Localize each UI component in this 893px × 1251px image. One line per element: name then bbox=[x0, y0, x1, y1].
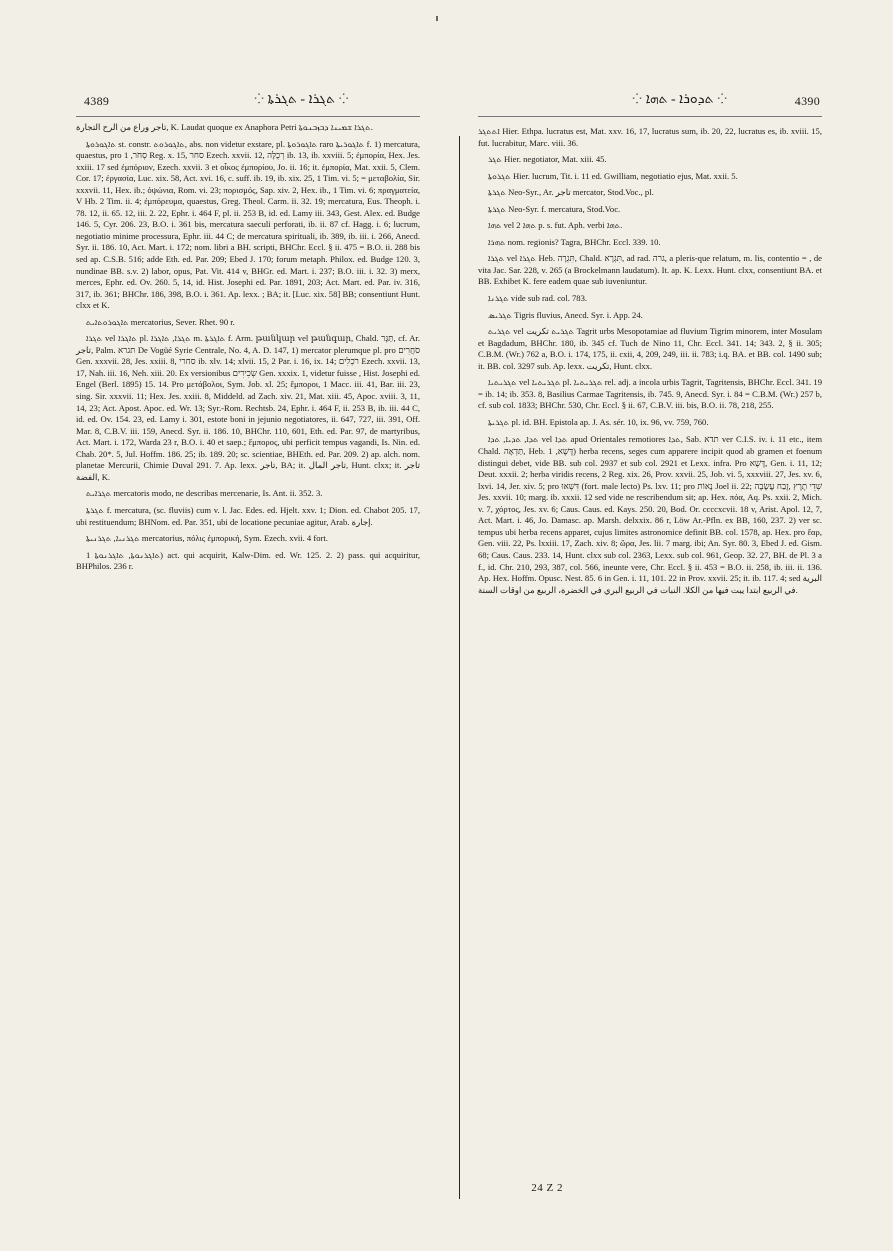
dictionary-entry: ܬܐܓܪܢܘܬܐ, ܬܐܓܪܢܘܬܐ 1) act. qui acquirit, Kalw-Dim. ed. Wr. 125. 2. 2) pass. qui acquiritur, BHPhilos. 236 r. bbox=[76, 549, 421, 572]
dictionary-entry: ܬܓܪܢܐ vide sub rad. col. 783. bbox=[488, 293, 588, 304]
dictionary-entry: ܬܓܪܝܣ Tigris fluvius, Anecd. Syr. i. App. 24. bbox=[488, 309, 643, 320]
left-column bbox=[76, 122, 420, 578]
dictionary-entry: ܬܕܐ, ܬܕܝܐ, ܬܕܐ vel ܬܕܐ apud Orientales remotiores ܬܕܐ, Sab. תדא ver C.I.S. iv. i. 11 etc., item Chald. תַּדְאָה, Heb. דֶּשֶׁא, 1) herba recens, seges cum apparere incipit quod ab gramen et foenum distingui debet, vide BB. sub col. 2937 et sub col. 2921 et Lexx. infra. Pro דֶּשֶׁא, Gen. i. 11, 12; Deut. xxxii. 2; herba viridis recens, 2 Reg. xix. 26, Prov. xxvii. 25, Job. vi. 5, xxxviii. 27, Jes. xv. 6, lxvi. 14, Jer. xiv. 5; pro דִּשְׁאוּ (fort. male lecto) Ps. lxv. 11; pro נָאוֹת Joel ii. 22; שְׁדֵי תֶרֶץ ,זֶבַח עֲשָׂבָה Jes. xxvii. 10; marg. ib. xxxii. 12 sed vide ne rescribendum sit; ap. Hex. πόα, Aq. Ps. xxii. 2, Mich. v. 7, χόρτος, Jes. xv. 6; Caus. Caus. ed. Kays. 250. 20, Bod. Or. ccccxcvii. 18 v, Arist. Apol. 12, 7, Act. Mart. i. 46, Jo. Damasc. ap. Marsh. delxxix. 86 r, Löw Ar.-Pfln. ex BB, 160, 237. 2) ver sc. tempus ubi herba recens apparet, cujus limites astronomice definit BB. col. 1578, ap. Hex. pro ἔαρ, Gen. viii. 22, Ps. lxxiii. 17, Zach. xiv. 8; ὥρα, Jes. lii. 7 marg. ibi; An. Syr. 80. 3, Ebed J. ed. Gism. 68; Caus. Caus. 233. 14, Hunt. clxx sub col. 2363, Lexx. sub col. 961, Geop. 32. 27, BH. de Pl. 3 a f., id. Chr. 210, 293, 387, col. 566, ineunte vere, Chr. Eccl. § ii. 453 = B.O. ii. 258, ib. iii. ii. 136. Ap. Hex. Hoffm. Opusc. Nest. 85. 6 in Gen. i. 11, 101. 22 in Prov. xxvii. 25; it. ib. 117. 4; sed البرية في الربيع ابتدا يبت فيها من الكلا. النبات في الربيع البري في الخضرة، الربيع من اوقات السنة. bbox=[478, 434, 823, 595]
running-head-right: ⁘ ܬܕܘܪܐ - ܬܗܐ ⁘ bbox=[632, 92, 728, 107]
header-rule-left bbox=[76, 116, 420, 117]
dictionary-entry: ܐܬܬܓܪ Hier. Ethpa. lucratus est, Mat. xxv. 16, 17, lucratus sum, ib. 20, 22, lucratus es, ib. xviii. 15, fut. lucrabitur, Marc. viii. 36. bbox=[478, 126, 822, 148]
running-head-left: ⁘ ܬܓܪܐ - ܬܓܪܬܐ ⁘ bbox=[254, 92, 349, 107]
right-column bbox=[478, 126, 822, 601]
dictionary-entry: ܬܓܪ Hier. negotiator, Mat. xiii. 45. bbox=[488, 154, 607, 165]
dictionary-entry: ܬܓܪܘܬܐ Hier. lucrum, Tit. i. 11 ed. Gwilliam, negotiatio ejus, Mat. xxii. 5. bbox=[488, 170, 738, 181]
dictionary-entry: ܬܓܪܬܐ Neo-Syr., Ar. تاجر mercator, Stod.Voc., pl. bbox=[488, 187, 654, 198]
dictionary-entry: ܬܓܪܬܐ Neo-Syr. f. mercatura, Stod.Voc. bbox=[488, 203, 621, 214]
dictionary-entry: ܬܓܪܝܬܐ pl. id. BH. Epistola ap. J. As. sér. 10, ix. 96, vv. 759, 760. bbox=[488, 416, 709, 427]
dictionary-entry: ܬܗܐ vel ܬܗܐ 2 p. s. fut. Aph. verbi ܬܗܐ. bbox=[488, 220, 623, 231]
dictionary-entry: ﺗﺎﺟﺮ ﻭﺭﺍﻉ ﻣﻦ ﺍﻟﺮﺡ ﺍﻟﺘﺠﺎﺭﺓ, K. Laudat quoque ex Anaphora Petri ܬܓܪܐ ܫܡܝܢܐ ܕܒܙܒܢܘܬܐ. bbox=[76, 122, 373, 132]
column-divider bbox=[459, 136, 460, 1199]
dictionary-entry: ܬܓܪܢܝܐ, ܬܓܪܢܝܬܐ mercatorius, πόλις ἐμπορική, Sym. Ezech. xvii. 4 fort. bbox=[86, 533, 328, 544]
dictionary-entry: ܬܗܪܐ nom. regionis? Tagra, BHChr. Eccl. 339. 10. bbox=[488, 236, 661, 247]
dictionary-entry: ܬܓܪܐ vel ܬܐܓܪܐ pl. ܬܓܪܐ, ܬܐܓܪܐ m. ܬܐܓܪܬܐ f. Arm. թանկար vel թանգար, Chald. תַּגָּר, cf. Ar. تاجر, Palm. תגרא De Vogüé Syrie Centrale, No. 4, A. D. 147, 1) mercator plerumque pl. pro סֹחֲרִים Gen. xxxvii. 28, Jes. xxiii. 8, סחרי ib. xlv. 14; xlvii. 15, 2 Par. i. 16, ix. 14; רֹכְלִים Ezech. xxvii. 13, 17, Nah. iii. 16, Neh. xiii. 20. Ex versionibus שְׂכִירִים Gen. xxxix. 1, videtur fuisse , Hist. Josephi ed. Engel (Berl. 1895) 15. 14. Pro μετάβολοι, Sym. Job. xl. 25; ἔμποροι, 1 Macc. iii. 41, Bar. iii. 23, sing. Sir. xxxvii. 11; Hex. Jes. xxiii. 8, Middeld. ad Zach. xiv. 21, Mat. xiii. 45, Apoc. xviii. 3, 11, 14, 23; Act. Apost. Apoc. ed. Wr. 13; Syr.-Rom. Rechtsb. 24, Ephr. i. 464 F, ii. 253 B, ib. iii. 44 C, id. ed. Ov. 154. 23, ed. Lamy i. 301, estote boni in jejunio negotiatores, ii. 647, 727, iii. 391, Off. Mar. 8, C.B.V. iii. 159, Anecd. Syr. ii. 186. 10, BHChr. 110, 601, Eth. ed. Par. 97, de martyribus, Act. Mart. i. 172, Warda 23 r, B.O. i. 40 et saep.; ἔμπορος, ubi perficit tempus vagandi, Is. Nin. ed. Chab. 20*. 5, Jul. Hoffm. 186. 25; ib. 189. 20; sc. scientiae, BHEth. ed. Par. 209. 2) ap. alch. nom. planetae Mercurii, Chimie Duval 291. 7. Ap. lexx. تاجر, BA; it. تاجر المال, Hunt. clxx; it. تاجر الفضة, K. bbox=[76, 333, 421, 482]
dictionary-entry: ܬܓܪܝܬ vel ܬܓܪܝܬ تكريت Tagrit urbs Mesopotamiae ad fluvium Tigrim minorem, inter Mosulam et Bagdadum, BHChr. 180, ib. 345 cf. Tuch de Nino 11, Chr. Eccl. 341. 14; 343. 2, § ii. 305; C.B.M. (Wr.) 762 a, B.O. i. 174, 175, ii. cxii, 4, 209, 249, iii. ii. 783; i.q. BA. et BB. col. 1490 sub; it. BB. col. 3297 sub. Ap. lexx. تكريت, Hunt. clxx. bbox=[478, 326, 823, 371]
dictionary-entry: ܬܓܪܝܬܝܐ vel ܬܓܪܝܬܝܐ pl. ܬܓܪܝܬܝܐ rel. adj. a incola urbis Tagrit, Tagritensis, BHChr. Eccl. 341. 19 = ib. 14; ib. 353. 8, Basilius Carmae Tagritensis, ib. 745. 9, Anecd. Syr. i. 84 = C.B.M. (Wr.) 257 b, cf. sub col. 1833; BHChr. 530, Chr. Eccl. § ii. 67, C.B.V. iii. bis, B.O. ii. 78, 218, 255. bbox=[478, 377, 822, 411]
page-number-right: 4390 bbox=[794, 94, 820, 108]
dictionary-entry: ܬܓܪܐܝܬ mercatoris modo, ne describas mercenarie, Is. Ant. ii. 352. 3. bbox=[86, 488, 323, 499]
dictionary-entry: ܬܓܪܬܐ f. mercatura, (sc. fluviis) cum v. l. Jac. Edes. ed. Hjelt. xxv. 1; Dion. ed. Chabot 205. 17, ubi restituendum; BHNom. ed. Par. 351, ubi de locatione pecuniae agitur, Arab. إجارة. bbox=[76, 504, 420, 527]
dictionary-entry: ܬܐܓܘܪܘܬܐܝܬ mercatorius, Sever. Rhet. 90 r. bbox=[86, 316, 235, 327]
ink-speck bbox=[436, 16, 438, 21]
dictionary-entry: ܬܐܓܘܪܘܬܐ st. constr. ܬܐܓܘܪܘܬ, abs. non videtur exstare, pl. ܬܐܓܘܪܘܬܐ raro ܬܐܓܘܪܝܬܐ f. 1) mercatura, quaestus, pro סְחֹר, 1 Reg. x. 15, סחר Ezech. xxvii. 12, רְכֻלָּה ib. 13, ib. xxviii. 5; ἐμπορία, Hex. Jes. xxiii. 17 sed ἐμπόριον, Ezech. xxvii. 3 et οἶκος ἐμπορίου, Jo. ii. 16; it. ἐμπορία, Mat. xxii. 5, Clem. Cor. 17; ἐργασία, Luc. xix. 58, Act. xvi. 16, c. suff. ib. 19, ib. xix. 25, 1 Tim. vi. 5; = μεταβολία, Sir. xxxvii. 11, Hex. ib.; ὀψώνια, Rom. vi. 23; πορισμός, Sap. xiv. 2, Hex. ib., 1 Tim. vi. 6; πραγματεία, V Hb. 2 Tim. ii. 4; ἐμπόρευμα, quaestus, Greg. Theol. Carm. ii. 32. 19; mercatura, Eus. Theoph. i. 78. 12, ii. 65. 12, iii. 2. 22, Ephr. i. 464 F, pl. ii. 253 B, id. ed. Lamy iii. 343, Gest. Alex. ed. Budge 146. 5, Cyr. 206. 23, B.O. i. 361 bis, mercatura saeculi perforati, ib. ii. 87 cf. Hagg. i. 6; lucrum, negotiatio minime processura, Ephr. iii. 44 C; de mercatura spirituali, ib. 389, ib. iii. i. 266, Anecd. Syr. ii. 186. 10, Act. Mart. i. 172; nom. libri a BH. scripti, BHChr. Eccl. § ii. 475 = B.O. ii. 288 bis sed ap. C.S.B. 516; adde Eth. ed. Par. 209; Ebed J. 170; forum metaph. Philox. ed. Budge 120. 3, nundinae BB. s.v. 2) labor, opus, Pat. Vit. 414 v, BHGr. ed. Mart. i. 237; B.O. iii. i. 32. 3) merx, merces, Ephr. ed. Ov. 260. 5, 14, id. Hist. Josephi ed. Par. 1891, 203; Act. Mart. ed. Par. iv. 316, 317, ib. 361; BHChr. 186, 398, B.O. i. 361. Ap. lexx. ; BA; it. [Luc. xix. 58] BB; consentiunt Hunt. clxx et K. bbox=[76, 138, 420, 311]
dictionary-entry: ܬܓܪܐ vel ܬܓܪܐ Heb. תִּגְרָה, Chald. תִּגְרָא, ad rad. גרה, a pleris-que relatum, m. lis, contentio = , de vita Jac. Sar. 228, v. 265 (a Brockelmann laudatum). It. ap. K. Lexx. Hunt. clxx, consentiunt BA. et BB. Exhibet K. fere eadem quae sub iuveniuntur. bbox=[478, 253, 822, 287]
page-number-left: 4389 bbox=[84, 94, 110, 108]
header-rule-right bbox=[478, 116, 822, 117]
page-header bbox=[84, 94, 820, 114]
signature-mark: 24 Z 2 bbox=[531, 1182, 563, 1194]
